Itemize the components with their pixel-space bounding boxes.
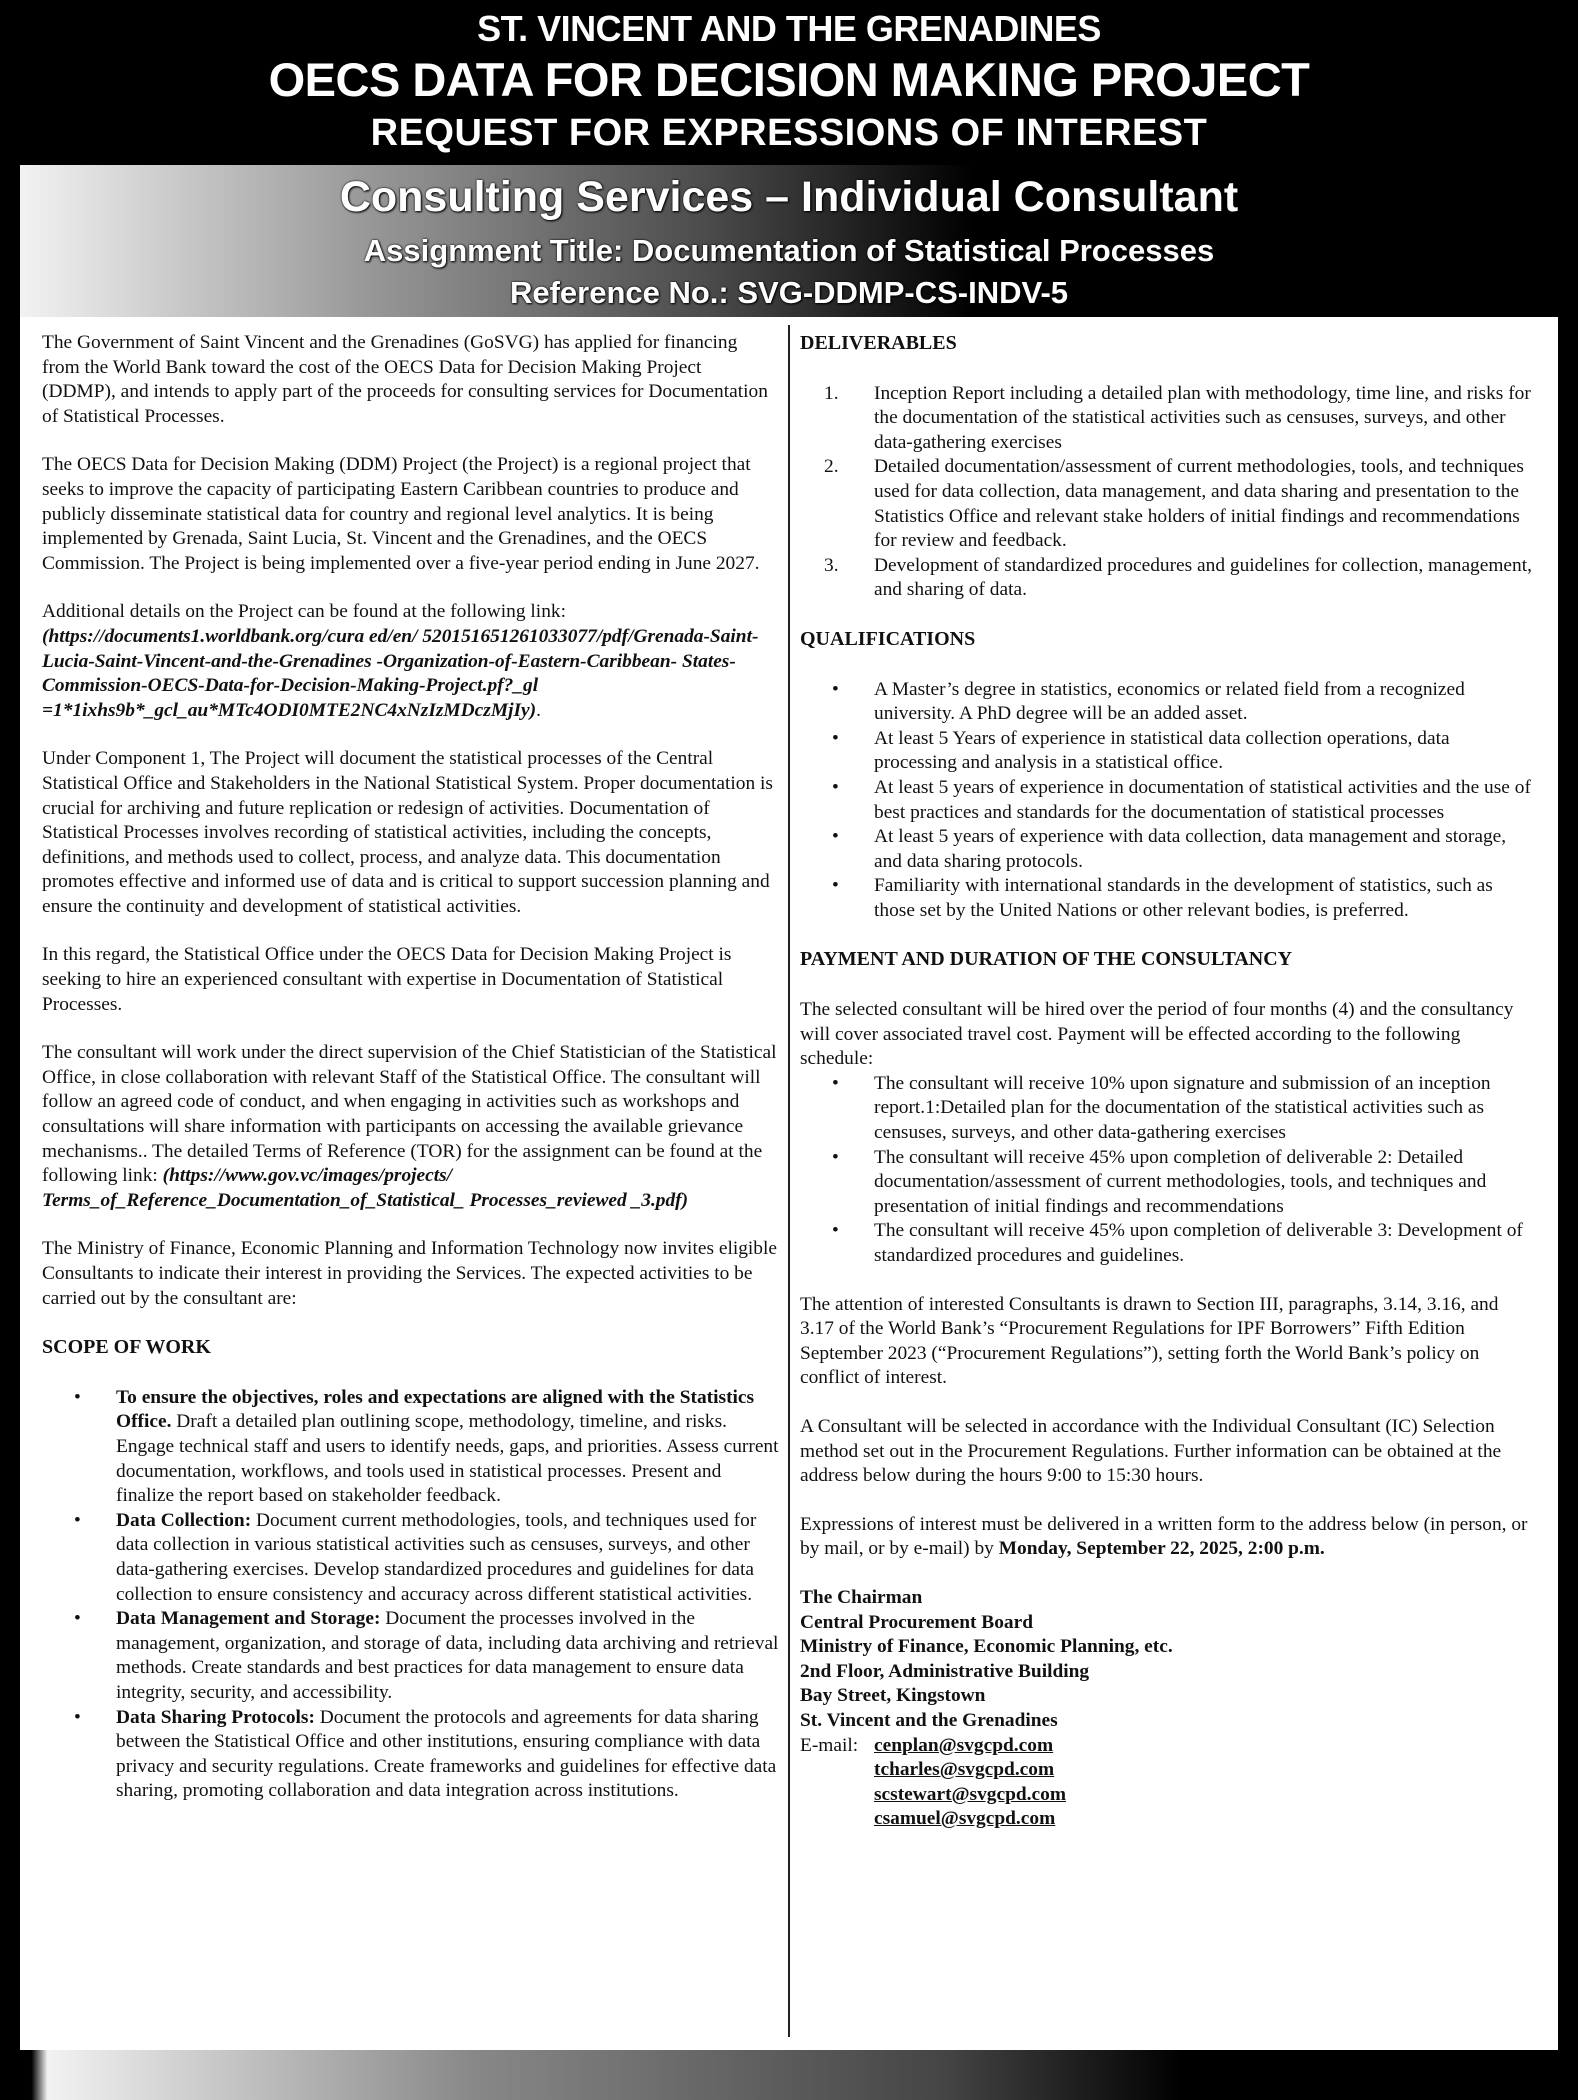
address-line: The Chairman [800, 1586, 923, 1608]
project-link-end: . [536, 699, 541, 721]
ministry-paragraph: The Ministry of Finance, Economic Planning and Information Technology now invites eligible Consultants to indicate their interest in providing the Services. The expected activities to be carried out by the consultant are: [42, 1238, 777, 1309]
address-line: Central Procurement Board [800, 1611, 1033, 1633]
deliverable-number: 2. [824, 456, 839, 478]
scope-item-text: Document the processes involved in the management, organization, and storage of data, including data archiving and retrieval methods. Create standards and best practices for data management to ensure data integrity, security, and accessibility. [116, 1608, 779, 1703]
project-link[interactable]: (https://documents1.worldbank.org/cura ed/en/ 520151651261033077/pdf/Grenada-Saint-Lucia-Saint-Vincent-and-the-Grenadines -Organization-of-Eastern-Caribbean- States-Commission-OECS-Data-for-Decision-Making-Project.pf?_gl =1*1ixhs9b*_gcl_au*MTc4ODI0MTE2NC4xNzIzMDczMjIy) [42, 625, 759, 721]
scope-heading: SCOPE OF WORK [42, 1336, 211, 1359]
qualifications-heading: QUALIFICATIONS [800, 627, 976, 650]
deliverable-text: Inception Report including a detailed plan with methodology, time line, and risks for the documentation of the statistical activities such as censuses, surveys, and other data-gathering exercises [874, 382, 1531, 453]
payment-item [800, 1219, 1534, 1268]
bullet-icon: • [74, 1386, 81, 1408]
payment-item [800, 1146, 1534, 1220]
deliverable-item [800, 382, 1534, 456]
payment-heading: PAYMENT AND DURATION OF THE CONSULTANCY [800, 948, 1293, 971]
scope-item [42, 1607, 779, 1705]
payment-text: The consultant will receive 45% upon completion of deliverable 3: Development of standardized procedures and guidelines. [874, 1220, 1523, 1266]
qualification-item [800, 727, 1534, 776]
attention-paragraph: The attention of interested Consultants is drawn to Section III, paragraphs, 3.14, 3.16, and 3.17 of the World Bank’s “Procurement Regulations for IPF Borrowers” Fifth Edition September 2023 (“Procurement Regulations”), setting forth the World Bank’s policy on conflict of interest. [800, 1293, 1499, 1389]
request-title: REQUEST FOR EXPRESSIONS OF INTEREST [370, 112, 1208, 154]
project-link-intro: Additional details on the Project can be found at the following link: [42, 601, 566, 623]
assignment-title: Assignment Title: Documentation of Statistical Processes [363, 233, 1215, 268]
left-column [42, 331, 779, 1828]
payment-text: The consultant will receive 45% upon completion of deliverable 2: Detailed documentation/assessment of current methodologies, tools, and techniques and presentation of initial findings and recommendations [874, 1146, 1487, 1217]
payment-text: The consultant will receive 10% upon signature and submission of an inception report.1:Detailed plan for the documentation of the statistical activities such as censuses, surveys, and other data-gathering exercises [874, 1072, 1491, 1144]
email-link[interactable]: tcharles@svgcpd.com [874, 1759, 1055, 1781]
scope-item-title: Data Sharing Protocols: [116, 1706, 315, 1728]
bullet-icon: • [832, 875, 839, 897]
deliverable-number: 1. [824, 382, 839, 404]
qualification-item [800, 874, 1534, 923]
bullet-icon: • [74, 1509, 81, 1531]
right-column [800, 331, 1534, 1832]
regard-paragraph: In this regard, the Statistical Office under the OECS Data for Decision Making Project is seeking to hire an experienced consultant with expertise in Documentation of Statistical Processes. [42, 944, 732, 1015]
qualification-item [800, 825, 1534, 874]
deliverable-item [800, 554, 1534, 603]
scope-item-title: Data Management and Storage: [116, 1608, 381, 1630]
country-title: ST. VINCENT AND THE GRENADINES [477, 8, 1101, 49]
address-block [800, 1586, 1534, 1734]
qualification-text: A Master’s degree in statistics, economics or related field from a recognized university. A PhD degree will be an added asset. [874, 678, 1465, 725]
supervision-text: The consultant will work under the direct supervision of the Chief Statistician of the Statistical Office, in close collaboration with relevant Staff of the Statistical Office. The consultant will follow an agreed code of conduct, and when engaging in activities such as workshops and consultations will share information with participants on accessing the available grievance mechanisms.. The detailed Terms of Reference (TOR) for the assignment can be found at the following link: [42, 1042, 777, 1187]
body-area [20, 317, 1558, 2050]
qualification-item [800, 776, 1534, 825]
scope-item-text: Draft a detailed plan outlining scope, methodology, timeline, and risks. Engage technical staff and users to identify needs, gaps, and priorities. Assess current documentation, workflows, and tools used in statistical processes. Present and finalize the report based on stakeholder feedback. [116, 1411, 779, 1507]
deliverable-number: 3. [824, 554, 839, 576]
bullet-icon: • [74, 1706, 81, 1728]
qualification-text: At least 5 Years of experience in statistical data collection operations, data processing and analysis in a statistical office. [874, 727, 1450, 774]
scope-item-text: Document current methodologies, tools, and techniques used for data collection in various statistical activities such as censuses, surveys, and other data-gathering exercises. Develop standardized procedures and guidelines for data collection to ensure consistency and accuracy across different statistical activities. [116, 1509, 757, 1605]
payment-intro: The selected consultant will be hired over the period of four months (4) and the consultancy will cover associated travel cost. Payment will be effected according to the following schedule: [800, 999, 1514, 1070]
address-line: 2nd Floor, Administrative Building [800, 1660, 1090, 1682]
selection-paragraph: A Consultant will be selected in accordance with the Individual Consultant (IC) Selection method set out in the Procurement Regulations. Further information can be obtained at the address below during the hours 9:00 to 15:30 hours. [800, 1415, 1502, 1487]
email-link[interactable]: scstewart@svgcpd.com [874, 1783, 1066, 1805]
deliverable-text: Development of standardized procedures and guidelines for collection, management, and sharing of data. [874, 554, 1532, 601]
title-band [20, 165, 1558, 317]
project-link-paragraph [42, 600, 779, 723]
column-divider [788, 325, 790, 2037]
qualification-text: At least 5 years of experience with data collection, data management and storage, and data sharing protocols. [874, 826, 1507, 872]
deliverables-heading: DELIVERABLES [800, 332, 957, 354]
scope-item-title: Data Collection: [116, 1509, 252, 1531]
deliverable-text: Detailed documentation/assessment of current methodologies, tools, and techniques used for data collection, data management, and data sharing and presentation to the Statistics Office and relevant stake holders of initial findings and recommendations for review and feedback. [874, 456, 1524, 552]
email-block [800, 1734, 1534, 1832]
scope-item [42, 1706, 779, 1804]
scope-item-text: Document the protocols and agreements for data sharing between the Statistical Office and other institutions, ensuring compliance with data privacy and security regulations. Create frameworks and guidelines for effective data sharing, promoting collaboration and data integration across institutions. [116, 1706, 777, 1802]
email-label: E-mail: [800, 1734, 859, 1756]
eoi-text: Expressions of interest must be delivered in a written form to the address below (in person, or by mail, or by e-mail) by [800, 1513, 1528, 1560]
payment-item [800, 1072, 1534, 1146]
deliverable-item [800, 455, 1534, 553]
payment-list [800, 1072, 1534, 1269]
project-description-paragraph: The OECS Data for Decision Making (DDM) Project (the Project) is a regional project that seeks to improve the capacity of participating Eastern Caribbean countries to produce and publicly disseminate statistical data for country and regional level analytics. It is being implemented by Grenada, Saint Lucia, St. Vincent and the Grenadines, and the OECS Commission. The Project is being implemented over a five-year period ending in June 2027. [42, 454, 760, 574]
bullet-icon: • [832, 678, 839, 700]
qualification-text: At least 5 years of experience in documentation of statistical activities and the use of best practices and standards for the documentation of statistical processes [874, 776, 1531, 823]
project-title: OECS DATA FOR DECISION MAKING PROJECT [268, 53, 1310, 106]
bullet-icon: • [832, 1072, 839, 1094]
bullet-icon: • [74, 1608, 81, 1630]
eoi-deadline: Monday, September 22, 2025, 2:00 p.m. [998, 1538, 1325, 1560]
consulting-services-title: Consulting Services – Individual Consultant [339, 173, 1239, 221]
bullet-icon: • [832, 727, 839, 749]
reference-number: Reference No.: SVG-DDMP-CS-INDV-5 [509, 275, 1069, 310]
header [0, 0, 1578, 165]
scope-item [42, 1509, 779, 1607]
bullet-icon: • [832, 776, 839, 798]
address-line: Ministry of Finance, Economic Planning, etc. [800, 1636, 1173, 1658]
scope-list [42, 1386, 779, 1804]
scope-item-title: To ensure the objectives, roles and expectations are aligned with the Statistics Office. [116, 1386, 755, 1433]
eoi-paragraph [800, 1513, 1534, 1562]
address-line: Bay Street, Kingstown [800, 1685, 986, 1707]
qualifications-list [800, 678, 1534, 924]
bullet-icon: • [832, 1220, 839, 1242]
tor-link[interactable]: (https://www.gov.vc/images/projects/ Terms_of_Reference_Documentation_of_Statistical_ Processes_reviewed _3.pdf) [42, 1165, 689, 1211]
component-paragraph: Under Component 1, The Project will document the statistical processes of the Central Statistical Office and Stakeholders in the National Statistical System. Proper documentation is crucial for archiving and future replication or redesign of activities. Documentation of Statistical Processes involves recording of statistical activities, including the concepts, definitions, and methods used to collect, process, and analyze data. This documentation promotes effective and informed use of data and is critical to support succession planning and ensure the continuity and development of statistical activities. [42, 748, 773, 917]
scope-item [42, 1386, 779, 1509]
address-line: St. Vincent and the Grenadines [800, 1709, 1058, 1731]
footer-band [0, 2050, 1578, 2100]
deliverables-list [800, 382, 1534, 603]
email-link[interactable]: cenplan@svgcpd.com [874, 1734, 1054, 1756]
email-link[interactable]: csamuel@svgcpd.com [874, 1808, 1056, 1830]
supervision-paragraph [42, 1041, 779, 1213]
intro-paragraph: The Government of Saint Vincent and the Grenadines (GoSVG) has applied for financing from the World Bank toward the cost of the OECS Data for Decision Making Project (DDMP), and intends to apply part of the proceeds for consulting services for Documentation of Statistical Processes. [42, 332, 768, 427]
qualification-text: Familiarity with international standards in the development of statistics, such as those set by the United Nations or other relevant bodies, is preferred. [874, 875, 1493, 921]
bullet-icon: • [832, 826, 839, 848]
qualification-item [800, 678, 1534, 727]
bullet-icon: • [832, 1146, 839, 1168]
